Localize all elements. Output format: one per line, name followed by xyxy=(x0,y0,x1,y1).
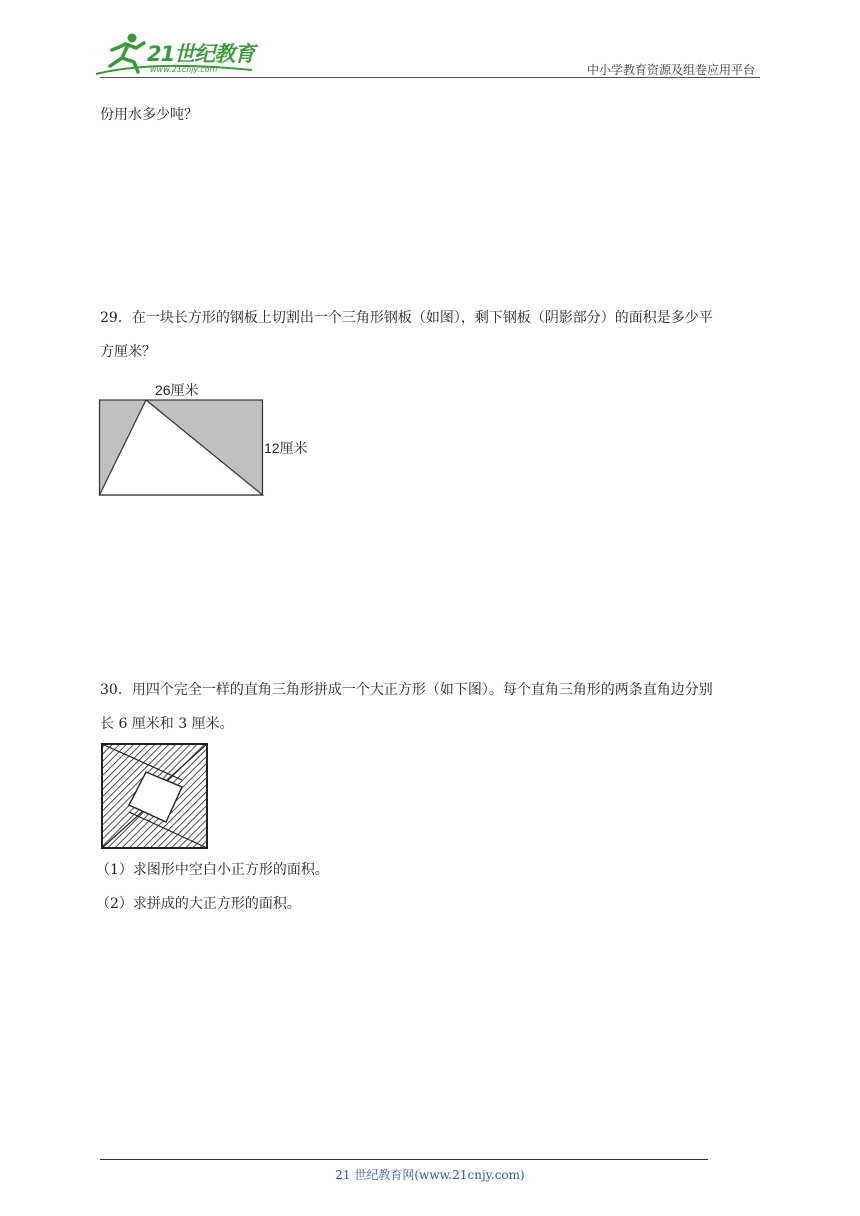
header-tagline: 中小学教育资源及组卷应用平台 xyxy=(586,63,755,77)
footer-divider xyxy=(100,1159,708,1160)
q29-text-line1: 29．在一块长方形的钢板上切割出一个三角形钢板（如图），剩下钢板（阴影部分）的面积是多少平 xyxy=(100,310,713,326)
q30-sub1: （1）求图形中空白小正方形的面积。 xyxy=(96,862,329,878)
q29-figure xyxy=(98,378,318,504)
q30-sub2: （2）求拼成的大正方形的面积。 xyxy=(96,896,301,912)
footer-text: 21 世纪教育网(www.21cnjy.com) xyxy=(335,1168,525,1182)
continuation-text: 份用水多少吨？ xyxy=(100,107,198,123)
logo-url: www.21cnjy.com xyxy=(150,65,218,74)
logo-text: 21世纪教育 xyxy=(147,42,255,66)
pinwheel-square-diagram xyxy=(100,742,210,850)
rectangle-triangle-diagram xyxy=(98,378,318,500)
label-26cm: 26厘米 xyxy=(155,382,199,398)
label-12cm: 12厘米 xyxy=(264,440,308,456)
header-divider xyxy=(100,77,760,78)
q30-text-line2: 长 6 厘米和 3 厘米。 xyxy=(100,716,234,732)
q29-text-line2: 方厘米？ xyxy=(100,344,156,360)
site-logo xyxy=(92,30,262,78)
q30-text-line1: 30．用四个完全一样的直角三角形拼成一个大正方形（如下图）。每个直角三角形的两条直角边分别 xyxy=(100,682,713,698)
q30-figure xyxy=(100,742,210,854)
